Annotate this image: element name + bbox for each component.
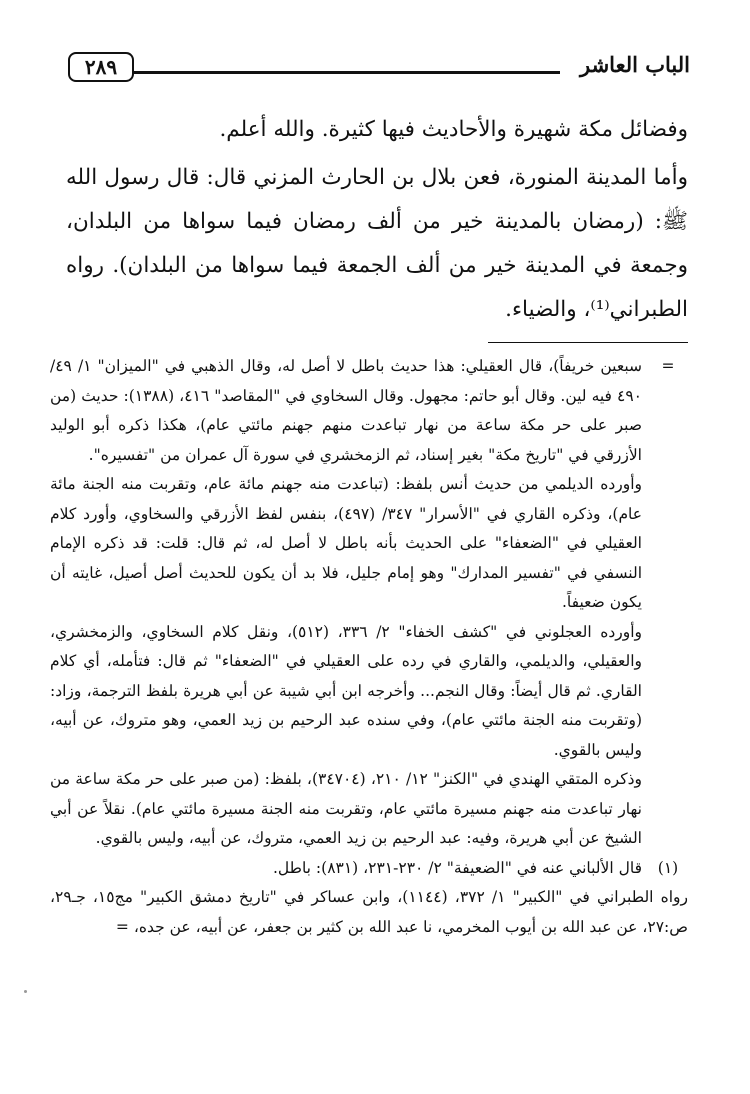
footnote-1-continued — [50, 883, 688, 942]
main-paragraph: وفضائل مكة شهيرة والأحاديث فيها كثيرة. والله أعلم. — [219, 117, 688, 142]
header-rule — [134, 71, 560, 74]
page-number: ٢٨٩ — [68, 52, 134, 82]
page-header — [68, 44, 690, 84]
footnote-paragraph: وذكره المتقي الهندي في "الكنز" ١٢/ ٢١٠، (٣٤٧٠٤)، بلفظ: (من صبر على حر مكة ساعة من نهار تباعدت منه جهنم مسيرة مائتي عام، وتقربت منه الجنة مسيرة مائتي عام). نقلاً عن أبي الشيخ عن أبي هريرة، وفيه: عبد الرحيم بن زيد العمي، متروك، عن أبيه، وليس بالقوي. — [50, 770, 643, 847]
footnotes — [50, 352, 688, 942]
footnote-paragraph: سبعين خريفاً)، قال العقيلي: هذا حديث باطل لا أصل له، وقال الذهبي في "الميزان" ١/ ٤٩/ ٤٩٠ فيه لين. وقال أبو حاتم: مجهول. وقال السخاوي في "المقاصد" ٤١٦، (١٣٨٨): حديث (من صبر على حر مكة ساعة من نهار تباعدت منهم جهنم مائتي عام)، هكذا ذكره أبو الوليد الأزرقي في "تاريخ مكة" بغير إسناد، ثم الزمخشري في سورة آل عمران من "تفسيره". — [50, 357, 642, 464]
margin-speck — [24, 990, 27, 993]
footnote-paragraph: رواه الطبراني في "الكبير" ١/ ٣٧٢، (١١٤٤)، وابن عساكر في "تاريخ دمشق الكبير" مج١٥، جـ٢٩، ص:٢٧، عن عبد الله بن أيوب المخرمي، نا عبد الله بن كثير بن جعفر، عن أبيه، عن جده، = — [50, 888, 688, 936]
chapter-title: الباب العاشر — [580, 52, 690, 77]
main-text — [66, 108, 688, 332]
footnote-continuation — [50, 352, 688, 854]
footnote-paragraph: وأورده العجلوني في "كشف الخفاء" ٢/ ٣٣٦، (٥١٢)، ونقل كلام السخاوي، والزمخشري، والعقيلي، والديلمي، والقاري في رده على العقيلي في "الضعفاء" ثم قال: فتأمله، أي كلام القاري. ثم قال أيضاً: وقال النجم... وأخرجه ابن أبي شيبة عن أبي هريرة بلفظ الترجمة، وزاد: (وتقربت منه الجنة مائتي عام)، وفي سنده عبد الرحيم بن زيد العمي، وهو متروك، عن أبيه، وليس بالقوي. — [50, 622, 642, 759]
footnote-separator — [488, 342, 688, 343]
footnote-paragraph: وأورده الديلمي من حديث أنس بلفظ: (تباعدت منه جهنم مائة عام، وتقربت منه الجنة مائة عام)، وذكره القاري في "الأسرار" ٣٤٧/ (٤٩٧)، بنفس لفظ الأزرقي والسخاوي، وأورد كلام العقيلي في "الضعفاء" على الحديث بأنه باطل لا أصل له، ثم قال: قلت: قد ذكره الإمام النسفي في "تفسير المدارك" وهو إمام جليل، فلا بد أن يكون للحديث أصل أصيل، غايته أن يكون ضعيفاً. — [50, 475, 643, 611]
main-paragraph: وأما المدينة المنورة، فعن بلال بن الحارث المزني قال: قال رسول الله ﷺ: (رمضان بالمدينة خير من ألف رمضان فيما سواها من البلدان، وجمعة في المدينة خير من ألف الجمعة فيما سواها من البلدان). رواه الطبراني⁽¹⁾، والضياء. — [66, 165, 688, 322]
footnote-number: (١) — [657, 858, 679, 877]
footnote-1 — [50, 854, 688, 884]
continuation-marker: = — [661, 357, 675, 375]
footnote-paragraph: قال الألباني عنه في "الضعيفة" ٢/ ٢٣٠-٢٣١، (٨٣١): باطل. — [272, 858, 642, 877]
